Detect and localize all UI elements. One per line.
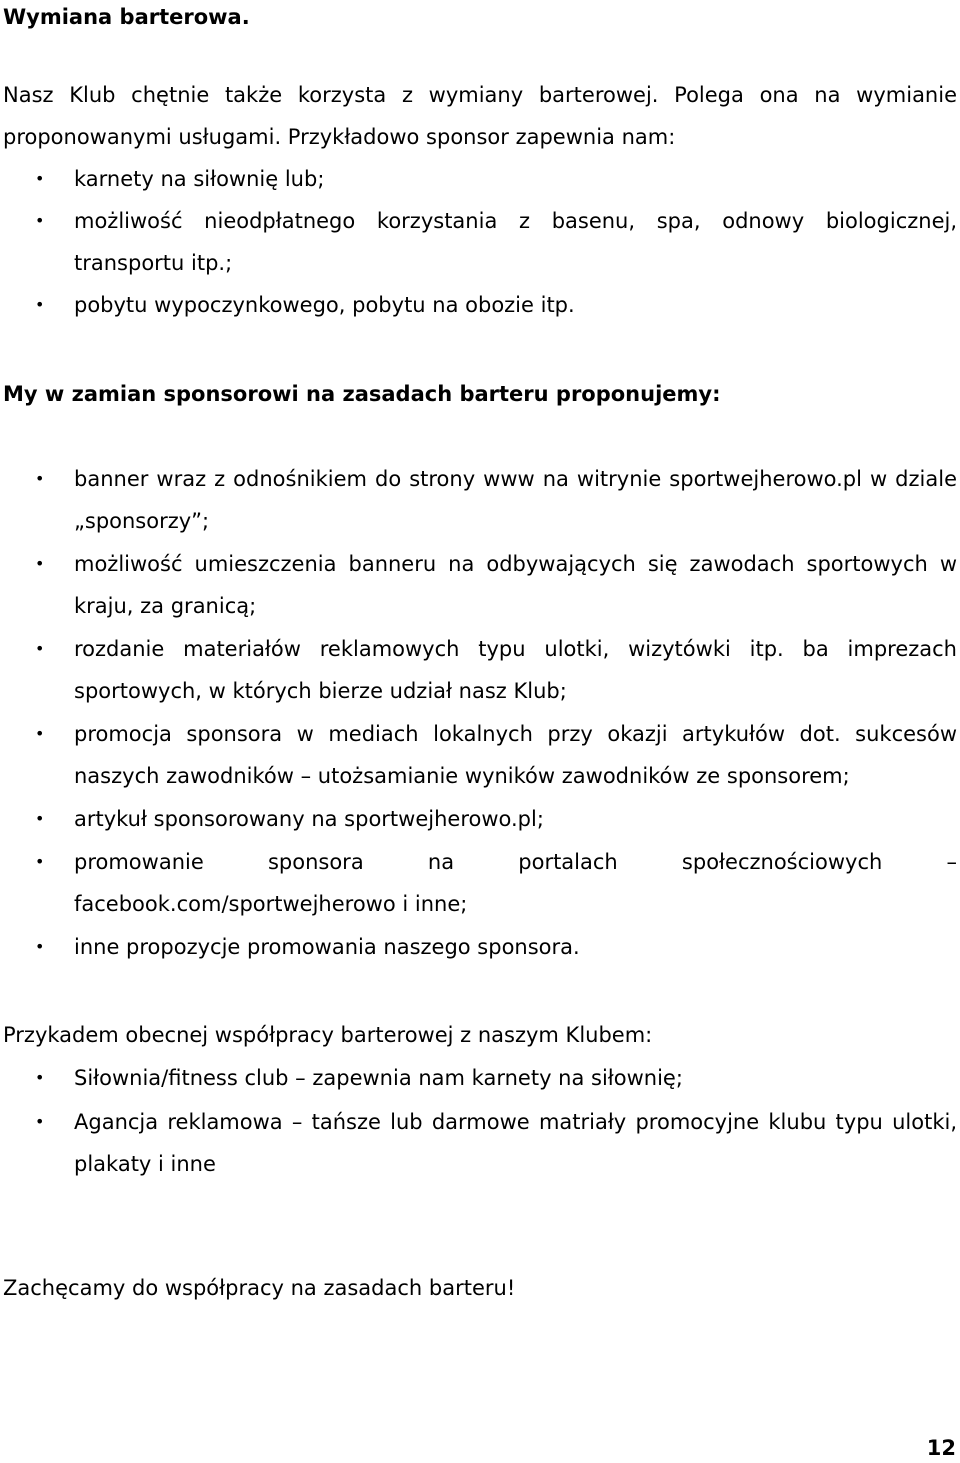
example-heading: Przykadem obecnej współpracy barterowej z naszym Klubem: <box>3 1023 653 1047</box>
list-item: • Siłownia/fitness club – zapewnia nam karnety na siłownię; <box>3 1057 957 1099</box>
page-number: 12 <box>926 1436 956 1460</box>
bullet-icon: • <box>35 169 45 188</box>
bullet-icon: • <box>35 937 45 956</box>
bullet-icon: • <box>35 639 45 658</box>
sponsor-offers-list <box>3 158 957 326</box>
example-list <box>3 1057 957 1187</box>
list-item: • rozdanie materiałów reklamowych typu ulotki, wizytówki itp. ba imprezach sportowych, w których bierze udział nasz Klub; <box>3 628 957 712</box>
club-offers-list <box>3 458 957 969</box>
page-title: Wymiana barterowa. <box>3 5 250 29</box>
bullet-icon: • <box>35 295 45 314</box>
bullet-icon: • <box>35 724 45 743</box>
list-item: • inne propozycje promowania naszego sponsora. <box>3 926 957 968</box>
bullet-icon: • <box>35 1112 45 1131</box>
list-item: • banner wraz z odnośnikiem do strony www na witrynie sportwejherowo.pl w dziale „sponsorzy”; <box>3 458 957 542</box>
bullet-icon: • <box>35 211 45 230</box>
bullet-icon: • <box>35 852 45 871</box>
list-item: • możliwość umieszczenia banneru na odbywających się zawodach sportowych w kraju, za granicą; <box>3 543 957 627</box>
bullet-icon: • <box>35 1068 45 1087</box>
closing-text: Zachęcamy do współpracy na zasadach barteru! <box>3 1276 516 1300</box>
section-subheading: My w zamian sponsorowi na zasadach barteru proponujemy: <box>3 382 721 406</box>
list-item: • promowanie sponsora na portalach społecznościowych – facebook.com/sportwejherowo i inne; <box>3 841 957 925</box>
list-item: • promocja sponsora w mediach lokalnych przy okazji artykułów dot. sukcesów naszych zawodników – utożsamianie wyników zawodników ze sponsorem; <box>3 713 957 797</box>
bullet-icon: • <box>35 469 45 488</box>
bullet-icon: • <box>35 809 45 828</box>
intro-paragraph: Nasz Klub chętnie także korzysta z wymiany barterowej. Polega ona na wymianie proponowanymi usługami. Przykładowo sponsor zapewnia nam: <box>3 83 957 149</box>
list-item: • możliwość nieodpłatnego korzystania z basenu, spa, odnowy biologicznej, transportu itp.; <box>3 200 957 284</box>
list-item: • artykuł sponsorowany na sportwejherowo.pl; <box>3 798 957 840</box>
bullet-icon: • <box>35 554 45 573</box>
list-item: • Agancja reklamowa – tańsze lub darmowe matriały promocyjne klubu typu ulotki, plakaty i inne <box>3 1101 957 1185</box>
list-item: • karnety na siłownię lub; <box>3 158 957 200</box>
list-item: • pobytu wypoczynkowego, pobytu na obozie itp. <box>3 284 957 326</box>
